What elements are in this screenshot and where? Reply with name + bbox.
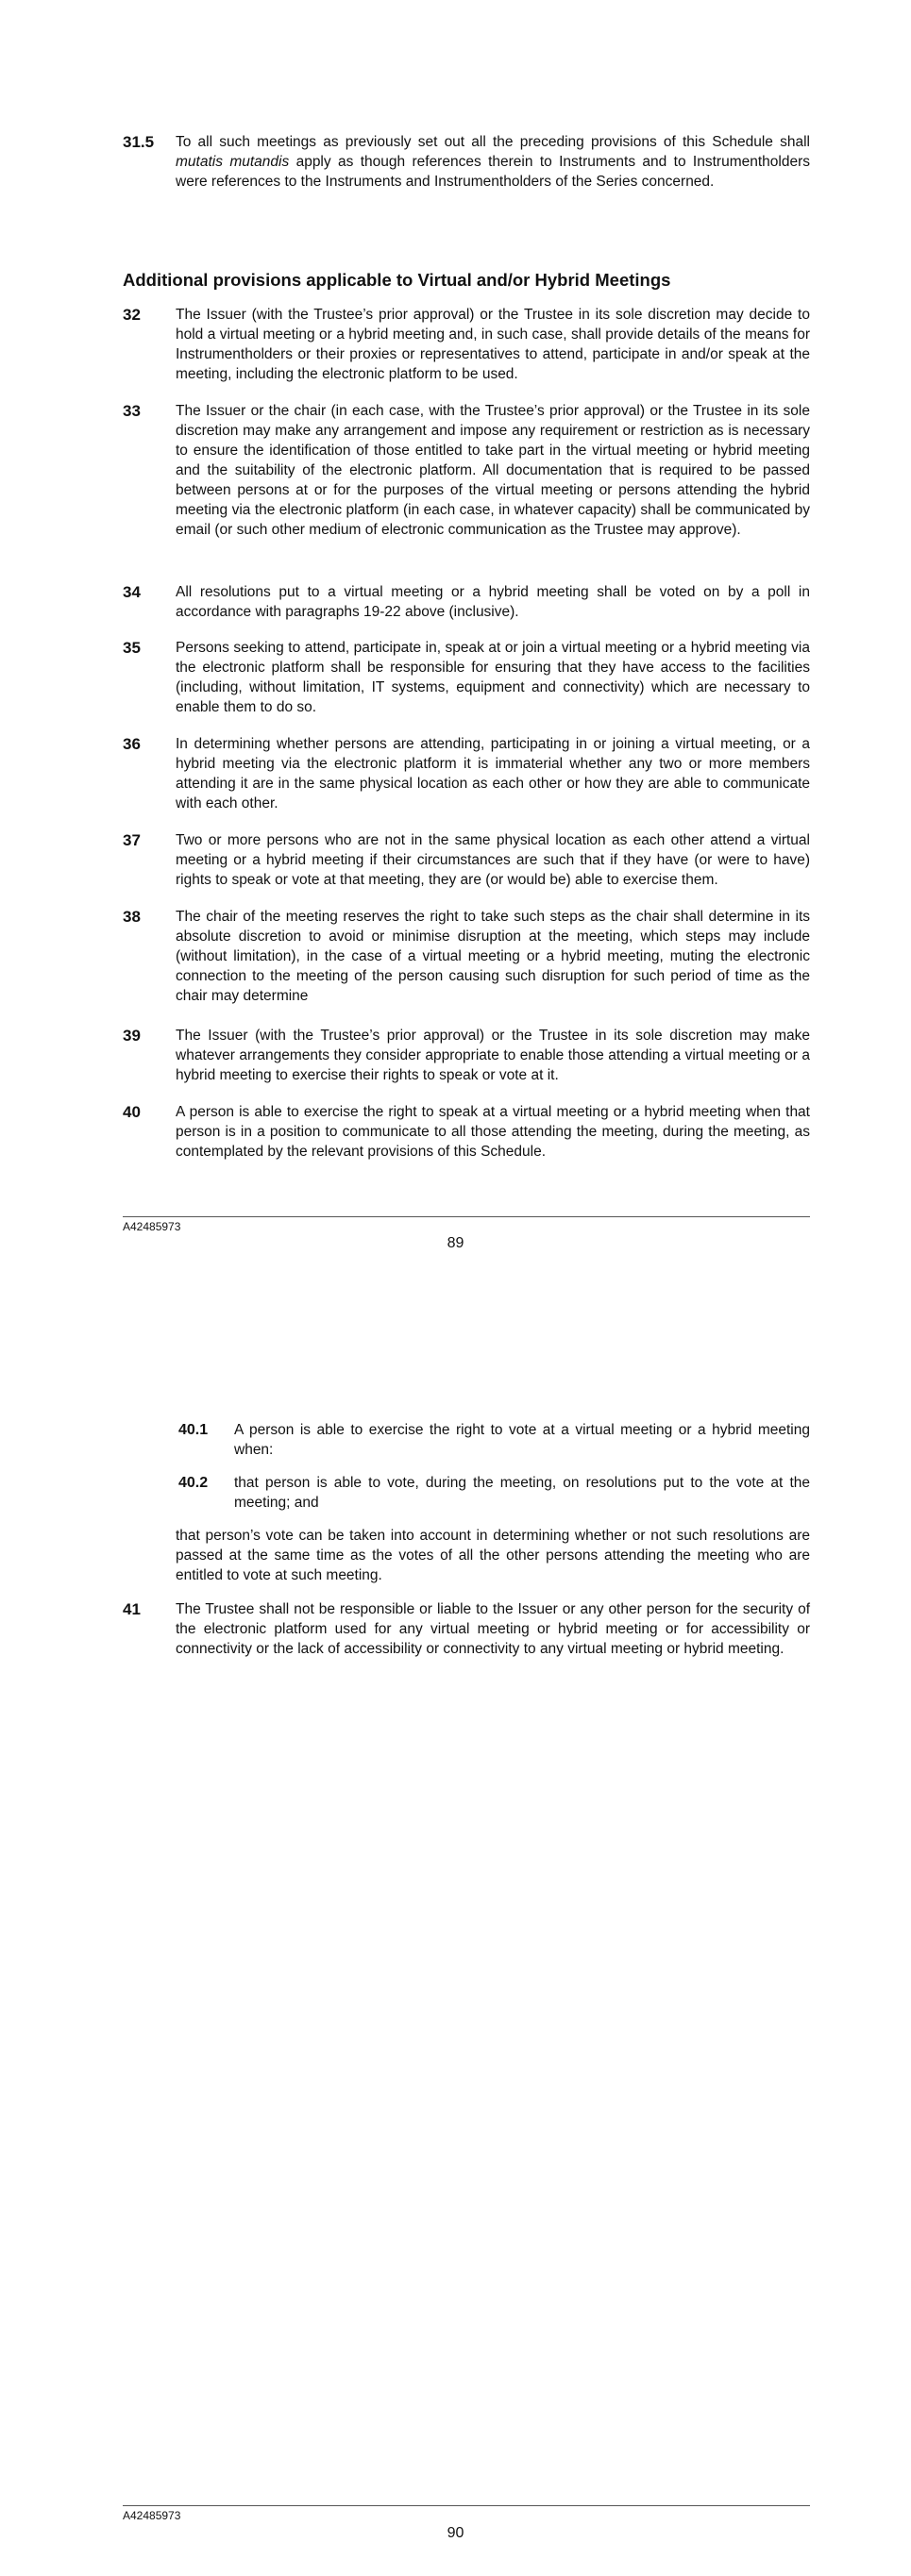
page-number: 90	[447, 2525, 464, 2541]
clause-text: The Issuer (with the Trustee’s prior approval) or the Trustee in its sole discretion may decide to hold a virtual meeting or a hybrid meeting and, in such case, shall provide details of the means for Instrumentholders or their proxies or representatives to attend, participate in and/or speak at the meeting, including the electronic platform to be used.	[176, 307, 810, 382]
clause-number: 31.5	[123, 133, 155, 151]
clause-33	[123, 401, 810, 540]
clause-37	[123, 830, 810, 890]
italic-phrase: mutatis mutandis	[176, 154, 290, 170]
clause-text: The Issuer or the chair (in each case, with the Trustee’s prior approval) or the Trustee in its sole discretion may make any arrangement and impose any requirement or restriction as is necessary to ensure the identification of those entitled to take part in the virtual meeting or hybrid meeting and the suitability of the electronic platform. All documentation that is required to be passed between persons at or for the purposes of the virtual meeting or persons attending the hybrid meeting via the electronic platform (in each case, in whatever capacity) shall be communicated by email (or such other medium of electronic communication as the Trustee may approve).	[176, 403, 810, 538]
clause-number: 34	[123, 583, 141, 601]
page-number: 89	[447, 1235, 464, 1251]
clause-number: 35	[123, 639, 141, 657]
clause-38	[123, 907, 810, 1006]
subclause-text: that person is able to vote, during the meeting, on resolutions put to the vote at the meeting; and	[234, 1475, 810, 1511]
page-90	[0, 1288, 911, 2576]
clause-text: The chair of the meeting reserves the right to take such steps as the chair shall determine in its absolute discretion to avoid or minimise disruption at the meeting, which steps may include (without limitation), in the case of a virtual meeting or a hybrid meeting, muting the electronic connection to the meeting of the person causing such disruption for such period of time as the chair may determine	[176, 909, 810, 1004]
subclause-number: 40.2	[178, 1475, 209, 1491]
clause-number: 39	[123, 1027, 141, 1045]
footer-divider	[123, 1216, 810, 1217]
clause-40	[123, 1102, 810, 1162]
clause-number: 36	[123, 735, 141, 753]
clause-32	[123, 305, 810, 384]
clause-number: 38	[123, 908, 141, 926]
clause-text: Persons seeking to attend, participate in, speak at or join a virtual meeting or a hybrid meeting via the electronic platform shall be responsible for ensuring that they have access to the facilities (including, without limitation, IT systems, equipment and connectivity) which are necessary to enable them to do so.	[176, 640, 810, 715]
footer-document-ref: A42485973	[123, 1220, 181, 1233]
subclause-40-2	[178, 1473, 810, 1513]
clause-number: 37	[123, 831, 141, 849]
clause-41	[123, 1599, 810, 1659]
footer-divider	[123, 2505, 810, 2506]
subclause-number: 40.1	[178, 1422, 209, 1438]
clause-number: 33	[123, 402, 141, 420]
clause-text: All resolutions put to a virtual meeting or a hybrid meeting shall be voted on by a poll in accordance with paragraphs 19-22 above (inclusive).	[176, 584, 810, 620]
clause-text: Two or more persons who are not in the same physical location as each other attend a virtual meeting or a hybrid meeting if their circumstances are such that if they have (or were to have) rights to speak or vote at that meeting, they are (or would be) able to exercise them.	[176, 832, 810, 888]
clause-text: The Issuer (with the Trustee’s prior approval) or the Trustee in its sole discretion may make whatever arrangements they consider appropriate to enable those attending a virtual meeting or a hybrid meeting to exercise their rights to speak or vote at it.	[176, 1028, 810, 1083]
clause-text: A person is able to exercise the right to speak at a virtual meeting or a hybrid meeting when that person is in a position to communicate to all those attending the meeting, during the meeting, as contemplated by the relevant provisions of this Schedule.	[176, 1104, 810, 1160]
clause-number: 32	[123, 306, 141, 324]
subclause-40-1	[178, 1420, 810, 1460]
clause-39	[123, 1026, 810, 1085]
clause-text: To all such meetings as previously set out all the preceding provisions of this Schedule shall mutatis mutandis apply as though references therein to Instruments and to Instrumentholders were references to the Instruments and Instrumentholders of the Series concerned.	[176, 134, 810, 190]
subclause-text: A person is able to exercise the right to vote at a virtual meeting or a hybrid meeting when:	[234, 1422, 810, 1458]
clause-35	[123, 638, 810, 717]
clause-34	[123, 582, 810, 622]
clause-36	[123, 734, 810, 813]
clause-text: In determining whether persons are attending, participating in or joining a virtual meeting, or a hybrid meeting via the electronic platform it is immaterial whether any two or more members attending it are in the same physical location as each other or how they are able to communicate with each other.	[176, 736, 810, 811]
section-heading: Additional provisions applicable to Virtual and/or Hybrid Meetings	[123, 270, 671, 290]
footer-document-ref: A42485973	[123, 2509, 181, 2522]
clause-31-5	[123, 132, 810, 192]
clause-number: 40	[123, 1103, 141, 1121]
continuation-paragraph: that person’s vote can be taken into account in determining whether or not such resolutions are passed at the same time as the votes of all the other persons attending the meeting who are entitled to vote at such meeting.	[176, 1528, 810, 1583]
clause-text: The Trustee shall not be responsible or liable to the Issuer or any other person for the security of the electronic platform used for any virtual meeting or hybrid meeting or for accessibility or connectivity or the lack of accessibility or connectivity to any virtual meeting or hybrid meeting.	[176, 1601, 810, 1657]
clause-number: 41	[123, 1600, 141, 1618]
